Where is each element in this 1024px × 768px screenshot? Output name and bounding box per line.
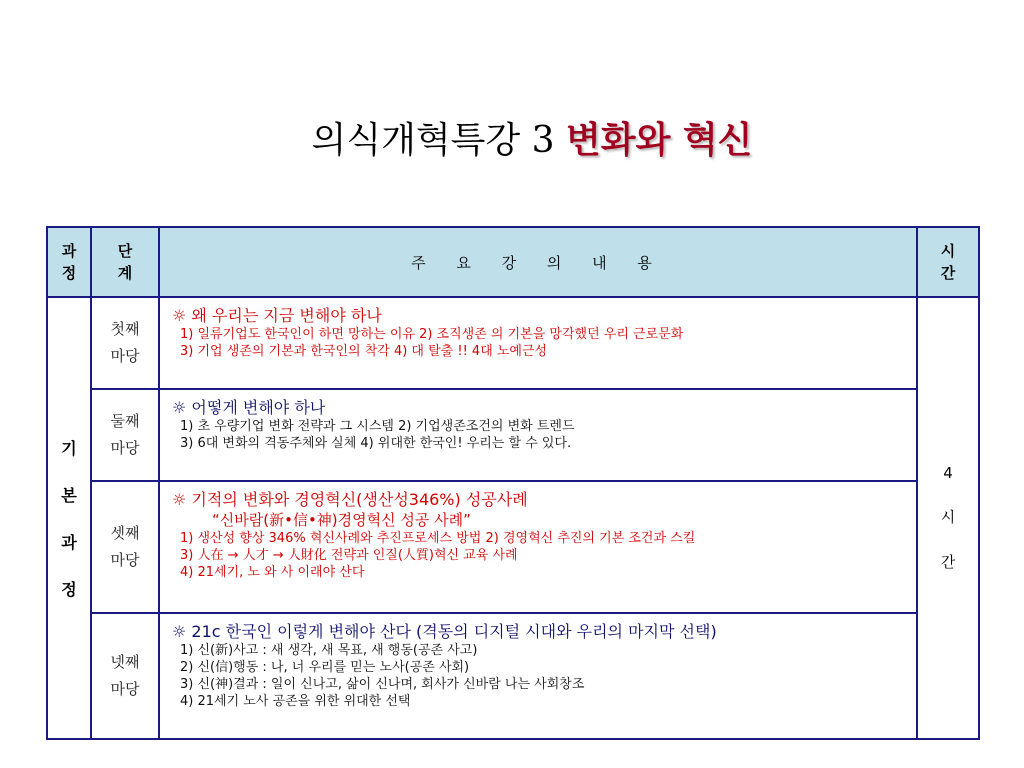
content-item: 1) 초 우량기업 변화 전략과 그 시스템 2) 기업생존조건의 변화 트렌드	[180, 419, 575, 434]
header-stage-char: 계	[117, 264, 133, 282]
process-char: 정	[61, 580, 77, 599]
table-row	[47, 297, 979, 389]
stage-label: 마당	[110, 680, 140, 698]
time-char: 시	[940, 508, 956, 526]
content-item: 1) 일류기업도 한국인이 하면 망하는 이유 2) 조직생존 의 기본을 망각했던 우리 근로문화	[180, 327, 684, 342]
content-item: 3) 人在 → 人才 → 人財化 전략과 인질(人質)혁신 교육 사례	[180, 548, 518, 563]
header-process-char: 과	[61, 242, 77, 260]
content-cell	[159, 481, 917, 613]
header-process-char: 정	[61, 264, 77, 282]
table-row	[47, 481, 979, 613]
process-cell	[47, 297, 91, 739]
header-stage	[91, 227, 159, 297]
page-title	[0, 118, 1024, 163]
stage-label: 넷째	[110, 653, 140, 671]
content-cell	[159, 613, 917, 739]
header-stage-char: 단	[117, 242, 133, 260]
table-header-row	[47, 227, 979, 297]
table-row	[47, 613, 979, 739]
content-heading: ☼ 21c 한국인 이렇게 변해야 산다 (격동의 디지털 시대와 우리의 마지막 선택)	[172, 622, 717, 641]
stage-cell	[91, 613, 159, 739]
content-item: 3) 6대 변화의 격동주체와 실체 4) 위대한 한국인! 우리는 할 수 있다.	[180, 436, 572, 451]
title-main: 의식개혁특강 3	[311, 120, 555, 161]
stage-label: 둘째	[110, 412, 140, 430]
process-char: 본	[61, 486, 77, 505]
header-time-char: 간	[940, 264, 956, 282]
content-subheading: “신바람(新•信•神)경영혁신 성공 사례”	[212, 511, 471, 529]
header-time-char: 시	[940, 242, 956, 260]
header-process	[47, 227, 91, 297]
stage-cell	[91, 297, 159, 389]
header-time	[917, 227, 979, 297]
stage-cell	[91, 481, 159, 613]
header-content	[159, 227, 917, 297]
time-char: 간	[940, 553, 956, 571]
stage-label: 마당	[110, 551, 140, 569]
content-item: 3) 기업 생존의 기본과 한국인의 착각 4) 대 탈출 !! 4대 노예근성	[180, 344, 548, 359]
content-heading: ☼ 기적의 변화와 경영혁신(생산성346%) 성공사례	[172, 490, 528, 509]
header-content-label: 주 요 강 의 내 용	[411, 253, 665, 272]
content-item: 3) 신(神)결과 : 일이 신나고, 삶이 신나며, 회사가 신바람 나는 사회창조	[180, 677, 585, 692]
content-heading: ☼ 왜 우리는 지금 변해야 하나	[172, 306, 382, 325]
content-item: 4) 21세기, 노 와 사 이래야 산다	[180, 565, 365, 580]
content-heading: ☼ 어떻게 변해야 하나	[172, 398, 326, 417]
process-char: 기	[61, 439, 77, 458]
content-cell	[159, 297, 917, 389]
process-char: 과	[61, 533, 77, 552]
stage-label: 마당	[110, 439, 140, 457]
content-cell	[159, 389, 917, 481]
stage-label: 셋째	[110, 524, 140, 542]
lecture-table	[46, 226, 980, 740]
time-char: 4	[943, 464, 953, 482]
content-item: 4) 21세기 노사 공존을 위한 위대한 선택	[180, 694, 411, 709]
title-accent: 변화와 혁신	[566, 119, 753, 161]
stage-label: 첫째	[110, 320, 140, 338]
stage-cell	[91, 389, 159, 481]
time-cell	[917, 297, 979, 739]
stage-label: 마당	[110, 347, 140, 365]
table-row	[47, 389, 979, 481]
content-item: 1) 생산성 향상 346% 혁신사례와 추진프로세스 방법 2) 경영혁신 추진의 기본 조건과 스킬	[180, 531, 696, 546]
content-item: 1) 신(新)사고 : 새 생각, 새 목표, 새 행동(공존 사고)	[180, 643, 478, 658]
content-item: 2) 신(信)행동 : 나, 너 우리를 믿는 노사(공존 사회)	[180, 660, 470, 675]
